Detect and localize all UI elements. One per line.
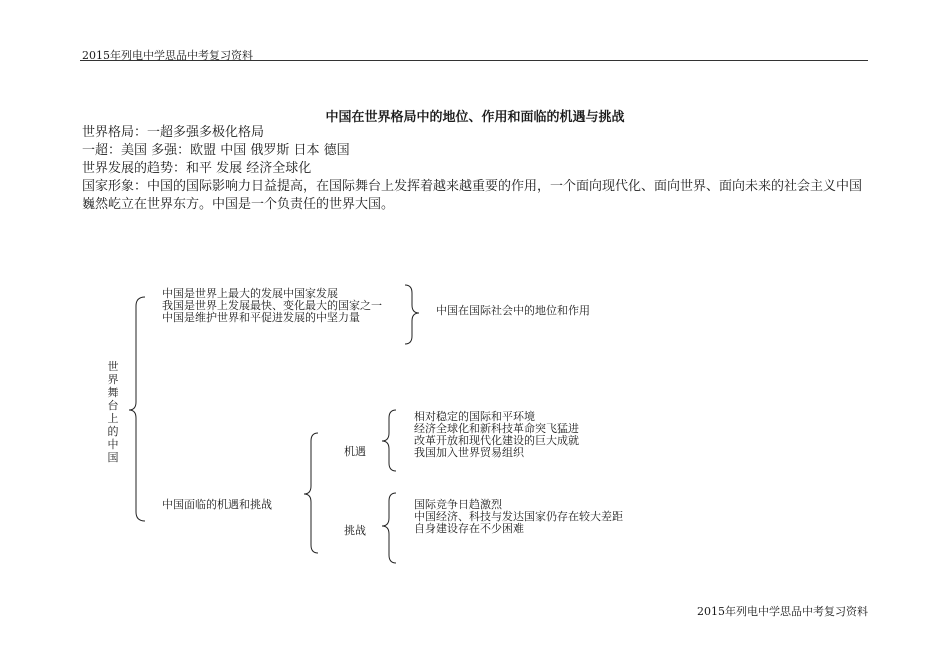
page-footer: 2015年列电中学思品中考复习资料 <box>697 605 868 618</box>
document-title: 中国在世界格局中的地位、作用和面临的机遇与挑战 <box>325 110 625 125</box>
status-item: 中国是世界上最大的发展中国家发展 <box>162 287 338 300</box>
opportunity-item: 相对稳定的国际和平环境 <box>414 410 535 423</box>
challenge-items-left-brace <box>382 493 396 563</box>
status-label: 中国在国际社会中的地位和作用 <box>436 304 590 317</box>
opportunity-left-brace <box>382 410 396 471</box>
opportunity-label: 机遇 <box>344 445 366 458</box>
challenge-label: 挑战 <box>344 524 366 537</box>
page-header: 2015年列电中学思品中考复习资料 <box>82 49 253 62</box>
opportunity-item: 经济全球化和新科技革命突飞猛进 <box>414 422 579 435</box>
challenge-item: 国际竞争日趋激烈 <box>414 498 502 511</box>
world-pattern-line: 世界格局：一超多强多极化格局 <box>82 125 265 140</box>
challenge-root-label: 中国面临的机遇和挑战 <box>162 498 272 511</box>
main-left-brace <box>129 297 145 521</box>
opportunity-item: 我国加入世界贸易组织 <box>414 446 524 459</box>
status-item: 中国是维护世界和平促进发展的中坚力量 <box>162 311 360 324</box>
status-item: 我国是世界上发展最快、变化最大的国家之一 <box>162 299 382 312</box>
challenge-item: 中国经济、科技与发达国家仍存在较大差距 <box>414 510 623 523</box>
challenge-left-brace <box>304 433 318 553</box>
diagram-root-label: 世界舞台上的中国 <box>107 360 119 464</box>
challenge-item: 自身建设存在不少困难 <box>414 522 524 535</box>
opportunity-item: 改革开放和现代化建设的巨大成就 <box>414 434 579 447</box>
powers-line: 一超：美国 多强：欧盟 中国 俄罗斯 日本 德国 <box>82 143 350 158</box>
national-image-paragraph: 国家形象：中国的国际影响力日益提高，在国际舞台上发挥着越来越重要的作用，一个面向现代化、面向世界、面向未来的社会主义中国巍然屹立在世界东方。中国是一个负责任的世界大国。 <box>82 179 863 212</box>
trend-line: 世界发展的趋势：和平 发展 经济全球化 <box>82 161 312 176</box>
status-right-brace <box>405 285 419 344</box>
